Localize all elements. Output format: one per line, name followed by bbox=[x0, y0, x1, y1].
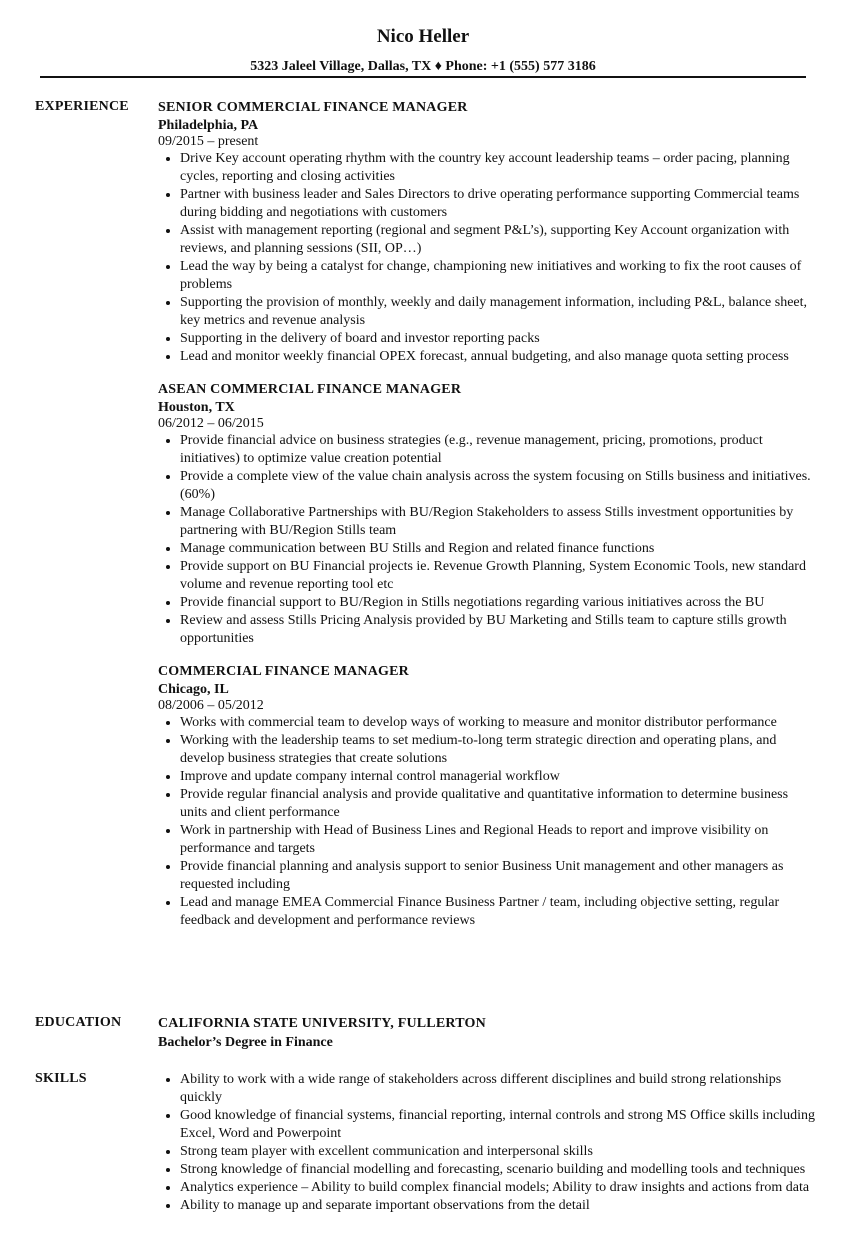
list-item: Ability to work with a wide range of stakeholders across different disciplines and build strong relationships quickly bbox=[180, 1071, 818, 1107]
job-bullets bbox=[158, 432, 818, 648]
job-title: SENIOR COMMERCIAL FINANCE MANAGER bbox=[158, 100, 468, 115]
list-item: Working with the leadership teams to set medium-to-long term strategic direction and operating plans, and develop business strategies that create solutions bbox=[180, 732, 818, 768]
list-item: Work in partnership with Head of Business Lines and Regional Heads to report and improve visibility on performance and targets bbox=[180, 822, 818, 858]
list-item: Ability to manage up and separate important observations from the detail bbox=[180, 1197, 818, 1215]
skills-list bbox=[158, 1071, 818, 1215]
list-item: Lead and manage EMEA Commercial Finance Business Partner / team, including objective setting, regular feedback and development and performance reviews bbox=[180, 894, 818, 930]
list-item: Provide financial advice on business strategies (e.g., revenue management, pricing, promotions, product initiatives) to optimize value creation potential bbox=[180, 432, 818, 468]
job-title: COMMERCIAL FINANCE MANAGER bbox=[158, 664, 409, 679]
experience-body bbox=[158, 99, 818, 945]
job-dates: 08/2006 – 05/2012 bbox=[158, 698, 264, 713]
education-heading: EDUCATION bbox=[35, 1015, 122, 1030]
job-title: ASEAN COMMERCIAL FINANCE MANAGER bbox=[158, 382, 462, 397]
list-item: Review and assess Stills Pricing Analysis provided by BU Marketing and Stills team to capture stills growth opportunities bbox=[180, 612, 818, 648]
list-item: Strong knowledge of financial modelling and forecasting, scenario building and modelling tools and techniques bbox=[180, 1161, 818, 1179]
job-dates: 09/2015 – present bbox=[158, 134, 259, 149]
list-item: Improve and update company internal control managerial workflow bbox=[180, 768, 818, 786]
list-item: Provide financial support to BU/Region in Stills negotiations regarding various initiatives across the BU bbox=[180, 594, 818, 612]
job-bullets bbox=[158, 714, 818, 930]
job-entry bbox=[158, 663, 818, 930]
job-location: Philadelphia, PA bbox=[158, 118, 259, 133]
school-name: CALIFORNIA STATE UNIVERSITY, FULLERTON bbox=[158, 1016, 486, 1031]
list-item: Partner with business leader and Sales Directors to drive operating performance supporting Commercial teams during bidding and negotiations with customers bbox=[180, 186, 818, 222]
job-location: Houston, TX bbox=[158, 400, 235, 415]
list-item: Manage Collaborative Partnerships with BU/Region Stakeholders to assess Stills investment opportunities by partnering with BU/Region Stills team bbox=[180, 504, 818, 540]
list-item: Analytics experience – Ability to build complex financial models; Ability to draw insights and actions from data bbox=[180, 1179, 818, 1197]
job-bullets bbox=[158, 150, 818, 366]
skills-heading: SKILLS bbox=[35, 1071, 87, 1086]
contact-line: 5323 Jaleel Village, Dallas, TX ♦ Phone: +1 (555) 577 3186 bbox=[250, 59, 596, 74]
job-location: Chicago, IL bbox=[158, 682, 229, 697]
experience-heading: EXPERIENCE bbox=[35, 99, 129, 114]
list-item: Good knowledge of financial systems, financial reporting, internal controls and strong MS Office skills including Excel, Word and Powerpoint bbox=[180, 1107, 818, 1143]
list-item: Lead the way by being a catalyst for change, championing new initiatives and working to fix the root causes of problems bbox=[180, 258, 818, 294]
job-entry bbox=[158, 381, 818, 648]
list-item: Drive Key account operating rhythm with the country key account leadership teams – order pacing, planning cycles, reporting and closing activities bbox=[180, 150, 818, 186]
list-item: Supporting in the delivery of board and investor reporting packs bbox=[180, 330, 818, 348]
list-item: Provide regular financial analysis and provide qualitative and quantitative information to determine business units and client performance bbox=[180, 786, 818, 822]
list-item: Supporting the provision of monthly, weekly and daily management information, including P&L, balance sheet, key metrics and revenue analysis bbox=[180, 294, 818, 330]
job-entry bbox=[158, 99, 818, 366]
list-item: Works with commercial team to develop ways of working to measure and monitor distributor performance bbox=[180, 714, 818, 732]
list-item: Lead and monitor weekly financial OPEX forecast, annual budgeting, and also manage quota setting process bbox=[180, 348, 818, 366]
list-item: Manage communication between BU Stills and Region and related finance functions bbox=[180, 540, 818, 558]
header-divider bbox=[40, 76, 806, 78]
list-item: Provide support on BU Financial projects ie. Revenue Growth Planning, System Economic Tools, new standard volume and revenue reporting tool etc bbox=[180, 558, 818, 594]
education-body bbox=[158, 1015, 818, 1053]
job-dates: 06/2012 – 06/2015 bbox=[158, 416, 264, 431]
list-item: Provide a complete view of the value chain analysis across the system focusing on Stills business and initiatives. (60%) bbox=[180, 468, 818, 504]
degree: Bachelor’s Degree in Finance bbox=[158, 1035, 333, 1050]
list-item: Provide financial planning and analysis support to senior Business Unit management and other managers as requested including bbox=[180, 858, 818, 894]
candidate-name: Nico Heller bbox=[376, 26, 470, 47]
list-item: Assist with management reporting (regional and segment P&L’s), supporting Key Account organization with reviews, and planning sessions (SII, OP…) bbox=[180, 222, 818, 258]
list-item: Strong team player with excellent communication and interpersonal skills bbox=[180, 1143, 818, 1161]
skills-body bbox=[158, 1071, 818, 1215]
